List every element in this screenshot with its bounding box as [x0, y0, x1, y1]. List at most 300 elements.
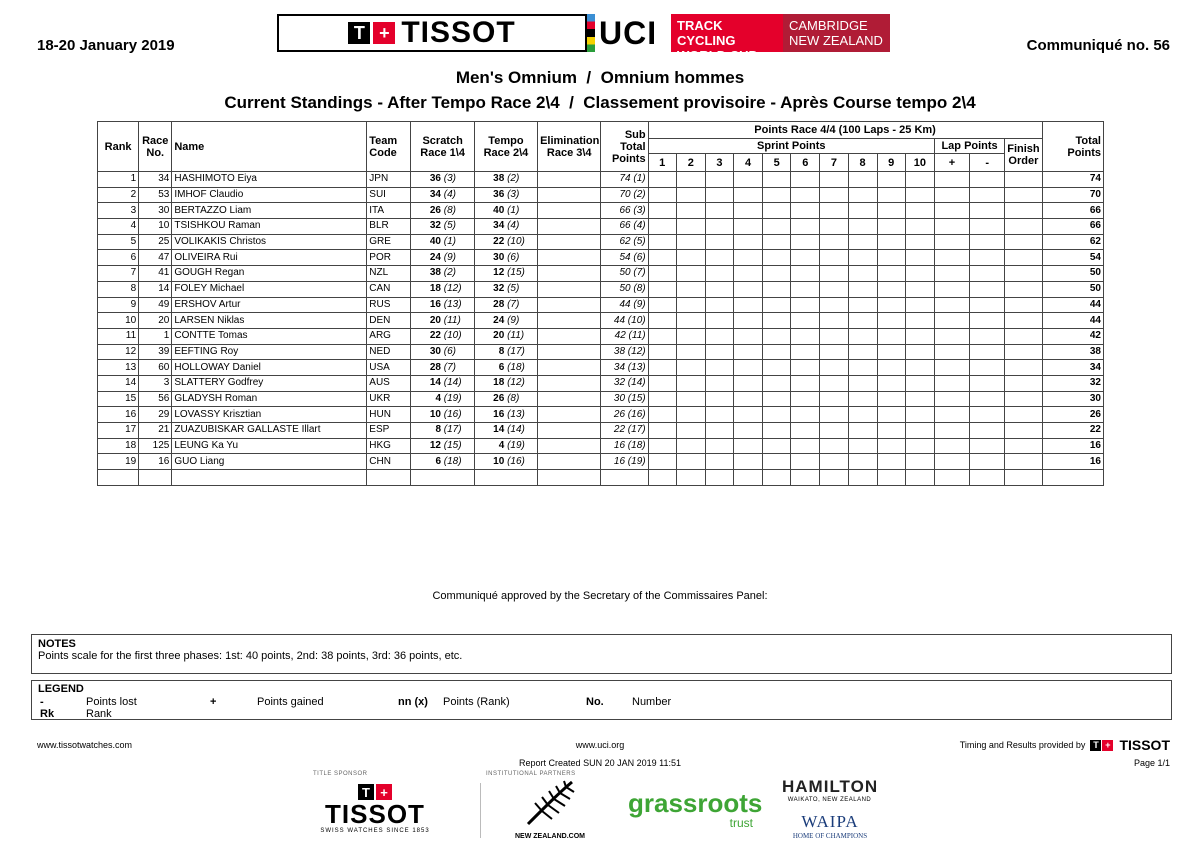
tempo-rank: (10)	[507, 236, 525, 248]
table-row	[98, 172, 1104, 188]
col-sub-total: Sub Total Points	[601, 122, 648, 172]
scratch-points: 36	[429, 173, 441, 185]
finish-order-cell	[1005, 313, 1042, 329]
page-subtitle: Current Standings - After Tempo Race 2\4 / Classement provisoire - Après Course tempo 2\4	[224, 93, 976, 112]
col-name: Name	[172, 122, 367, 172]
rank-cell: 5	[98, 234, 139, 250]
sprint-cell	[733, 391, 762, 407]
sprint-cell	[791, 438, 820, 454]
lap-plus-cell	[934, 281, 969, 297]
sprint-cell	[648, 438, 676, 454]
tempo-rank: (11)	[507, 330, 525, 342]
sprint-cell	[791, 234, 820, 250]
table-row	[98, 391, 1104, 407]
race-no-cell	[139, 470, 172, 486]
tissot-url[interactable]: www.tissotwatches.com	[37, 740, 133, 750]
sprint-cell	[676, 219, 705, 235]
sprint-cell	[877, 454, 905, 470]
sprint-cell	[763, 297, 791, 313]
lap-minus-cell	[970, 250, 1005, 266]
sprint-cell	[820, 360, 848, 376]
team-code-cell: HUN	[367, 407, 411, 423]
sprint-cell	[705, 391, 733, 407]
sprint-cell	[791, 454, 820, 470]
sprint-cell	[705, 219, 733, 235]
total-points-cell: 16	[1042, 438, 1103, 454]
sprint-cell	[676, 470, 705, 486]
scratch-points: 10	[429, 408, 441, 420]
sprint-cell	[791, 281, 820, 297]
sprint-cell	[648, 391, 676, 407]
sprint-cell	[676, 313, 705, 329]
tempo-rank: (16)	[507, 455, 525, 467]
lap-minus-cell	[970, 297, 1005, 313]
scratch-cell	[411, 250, 474, 266]
sprint-cell	[676, 203, 705, 219]
rider-name-cell: HASHIMOTO Eiya	[172, 172, 367, 188]
lap-minus-cell	[970, 407, 1005, 423]
sprint-cell	[733, 423, 762, 439]
tempo-points: 30	[493, 251, 505, 263]
elimination-cell	[538, 375, 601, 391]
sprint-cell	[905, 266, 934, 282]
elimination-cell	[538, 454, 601, 470]
sprint-cell	[763, 407, 791, 423]
sprint-cell	[877, 423, 905, 439]
elimination-cell	[538, 360, 601, 376]
rank-cell: 16	[98, 407, 139, 423]
finish-order-cell	[1005, 391, 1042, 407]
silver-fern-icon	[520, 778, 580, 828]
col-sprint-7: 7	[820, 154, 848, 172]
communique-number: Communiqué no. 56	[1026, 37, 1170, 54]
team-code-cell: ARG	[367, 328, 411, 344]
lap-plus-cell	[934, 234, 969, 250]
sub-total-cell: 26 (16)	[601, 407, 648, 423]
tempo-rank: (3)	[507, 189, 520, 201]
col-sprint-6: 6	[791, 154, 820, 172]
sprint-cell	[848, 454, 877, 470]
elimination-cell	[538, 250, 601, 266]
rider-name-cell: TSISHKOU Raman	[172, 219, 367, 235]
lap-plus-cell	[934, 313, 969, 329]
scratch-cell	[411, 360, 474, 376]
sprint-cell	[848, 266, 877, 282]
team-code-cell: ITA	[367, 203, 411, 219]
sprint-cell	[791, 219, 820, 235]
col-lap-points: Lap Points	[934, 139, 1004, 154]
sprint-cell	[648, 266, 676, 282]
sub-total-cell: 16 (18)	[601, 438, 648, 454]
sprint-cell	[648, 313, 676, 329]
sprint-cell	[676, 344, 705, 360]
sprint-cell	[763, 344, 791, 360]
tempo-points: 32	[493, 283, 505, 295]
sprint-cell	[848, 470, 877, 486]
elimination-cell	[538, 172, 601, 188]
rank-cell: 2	[98, 187, 139, 203]
scratch-points: 18	[429, 283, 441, 295]
sprint-cell	[791, 187, 820, 203]
lap-plus-cell	[934, 438, 969, 454]
sprint-cell	[705, 438, 733, 454]
rank-cell: 1	[98, 172, 139, 188]
scratch-cell	[411, 328, 474, 344]
tempo-rank: (19)	[507, 440, 525, 452]
sub-total-cell: 74 (1)	[601, 172, 648, 188]
sub-total-cell: 66 (4)	[601, 219, 648, 235]
table-row	[98, 344, 1104, 360]
notes-title: NOTES	[38, 638, 76, 650]
team-code-cell: ESP	[367, 423, 411, 439]
tempo-points: 24	[493, 314, 505, 326]
sprint-cell	[877, 470, 905, 486]
finish-order-cell	[1005, 187, 1042, 203]
race-no-cell: 29	[139, 407, 172, 423]
legend-symbol: No.	[586, 696, 604, 708]
race-no-cell: 47	[139, 250, 172, 266]
lap-plus-cell	[934, 360, 969, 376]
sprint-cell	[820, 391, 848, 407]
grassroots-logo: grassroots trust	[628, 788, 763, 830]
sprint-cell	[877, 187, 905, 203]
sprint-cell	[791, 344, 820, 360]
sprint-cell	[705, 266, 733, 282]
sprint-cell	[877, 172, 905, 188]
scratch-rank: (16)	[443, 408, 462, 420]
sprint-cell	[676, 234, 705, 250]
sprint-cell	[848, 438, 877, 454]
sprint-cell	[848, 203, 877, 219]
table-row	[98, 438, 1104, 454]
sprint-cell	[648, 172, 676, 188]
page-number: Page 1/1	[1133, 758, 1170, 768]
uci-url[interactable]: www.uci.org	[575, 740, 625, 750]
sprint-cell	[848, 187, 877, 203]
sprint-cell	[733, 250, 762, 266]
legend-title: LEGEND	[38, 683, 84, 695]
race-no-cell: 30	[139, 203, 172, 219]
legend-desc: Rank	[86, 708, 112, 720]
sprint-cell	[848, 313, 877, 329]
sprint-cell	[676, 266, 705, 282]
col-sprint-2: 2	[676, 154, 705, 172]
table-row	[98, 313, 1104, 329]
sprint-cell	[905, 438, 934, 454]
sprint-cell	[676, 423, 705, 439]
finish-order-cell	[1005, 172, 1042, 188]
sub-total-cell: 44 (10)	[601, 313, 648, 329]
elimination-cell	[538, 391, 601, 407]
finish-order-cell	[1005, 470, 1042, 486]
sprint-cell	[905, 313, 934, 329]
sprint-cell	[733, 454, 762, 470]
rider-name-cell: GUO Liang	[172, 454, 367, 470]
scratch-points: 26	[429, 204, 441, 216]
scratch-rank: (6)	[443, 345, 457, 357]
sprint-cell	[648, 297, 676, 313]
sprint-cell	[848, 219, 877, 235]
tempo-points: 16	[493, 408, 505, 420]
team-code-cell: CAN	[367, 281, 411, 297]
sprint-cell	[791, 297, 820, 313]
col-rank: Rank	[98, 122, 139, 172]
col-total: Total Points	[1042, 122, 1103, 172]
sprint-cell	[763, 438, 791, 454]
sprint-cell	[676, 407, 705, 423]
scratch-points: 12	[429, 440, 441, 452]
tempo-cell	[474, 234, 537, 250]
col-finish-order: Finish Order	[1005, 139, 1042, 172]
lap-minus-cell	[970, 344, 1005, 360]
sprint-cell	[820, 407, 848, 423]
scratch-rank: (1)	[443, 236, 457, 248]
table-row	[98, 375, 1104, 391]
sprint-cell	[877, 328, 905, 344]
col-sprint-10: 10	[905, 154, 934, 172]
standings-table	[97, 121, 1104, 486]
table-row	[98, 423, 1104, 439]
lap-plus-cell	[934, 328, 969, 344]
tempo-rank: (15)	[507, 267, 525, 279]
team-code-cell: JPN	[367, 172, 411, 188]
tempo-rank: (6)	[507, 251, 520, 263]
rank-cell: 15	[98, 391, 139, 407]
race-no-cell: 1	[139, 328, 172, 344]
finish-order-cell	[1005, 360, 1042, 376]
sprint-cell	[877, 313, 905, 329]
lap-plus-cell	[934, 454, 969, 470]
lap-minus-cell	[970, 391, 1005, 407]
sub-total-cell: 22 (17)	[601, 423, 648, 439]
tissot-cross-icon: T +	[1090, 740, 1113, 751]
lap-plus-cell	[934, 407, 969, 423]
sprint-cell	[648, 281, 676, 297]
sprint-cell	[763, 391, 791, 407]
sprint-cell	[877, 391, 905, 407]
col-sprint-1: 1	[648, 154, 676, 172]
table-row	[98, 250, 1104, 266]
total-points-cell: 74	[1042, 172, 1103, 188]
total-points-cell: 62	[1042, 234, 1103, 250]
scratch-rank: (12)	[443, 283, 462, 295]
rider-name-cell: LARSEN Niklas	[172, 313, 367, 329]
rider-name-cell: ERSHOV Artur	[172, 297, 367, 313]
scratch-rank: (18)	[443, 455, 462, 467]
scratch-cell	[411, 391, 474, 407]
tempo-cell	[474, 297, 537, 313]
rank-cell: 8	[98, 281, 139, 297]
total-points-cell: 66	[1042, 203, 1103, 219]
lap-plus-cell	[934, 344, 969, 360]
tempo-cell	[474, 250, 537, 266]
scratch-rank: (5)	[443, 220, 457, 232]
sprint-cell	[733, 344, 762, 360]
sprint-cell	[791, 407, 820, 423]
tempo-cell	[474, 454, 537, 470]
tempo-cell	[474, 266, 537, 282]
race-no-cell: 16	[139, 454, 172, 470]
elimination-cell	[538, 313, 601, 329]
total-points-cell: 44	[1042, 313, 1103, 329]
col-tempo: Tempo Race 2\4	[474, 122, 537, 172]
elimination-cell	[538, 297, 601, 313]
sprint-cell	[763, 281, 791, 297]
total-points-cell: 42	[1042, 328, 1103, 344]
sprint-cell	[733, 187, 762, 203]
scratch-points: 34	[429, 189, 441, 201]
sprint-cell	[820, 454, 848, 470]
sprint-cell	[848, 375, 877, 391]
sprint-cell	[705, 375, 733, 391]
sprint-cell	[733, 328, 762, 344]
scratch-cell	[411, 375, 474, 391]
sub-total-cell: 70 (2)	[601, 187, 648, 203]
rider-name-cell: LOVASSY Krisztian	[172, 407, 367, 423]
sprint-cell	[676, 328, 705, 344]
rank-cell: 6	[98, 250, 139, 266]
nz-logo: NEW ZEALAND.COM	[505, 778, 595, 840]
tempo-rank: (1)	[507, 204, 520, 216]
page-title: Men's Omnium / Omnium hommes	[455, 68, 745, 87]
tempo-points: 38	[493, 173, 505, 185]
rider-name-cell: LEUNG Ka Yu	[172, 438, 367, 454]
scratch-points: 16	[429, 298, 441, 310]
sprint-cell	[905, 328, 934, 344]
col-lap-minus: -	[970, 154, 1005, 172]
race-no-cell: 25	[139, 234, 172, 250]
sprint-cell	[676, 250, 705, 266]
sprint-cell	[877, 203, 905, 219]
rank-cell: 13	[98, 360, 139, 376]
lap-minus-cell	[970, 266, 1005, 282]
team-code-cell: HKG	[367, 438, 411, 454]
sprint-cell	[791, 423, 820, 439]
sprint-cell	[820, 423, 848, 439]
scratch-points: 6	[435, 455, 441, 467]
finish-order-cell	[1005, 234, 1042, 250]
lap-minus-cell	[970, 281, 1005, 297]
sprint-cell	[791, 250, 820, 266]
notes-text: Points scale for the first three phases: 1st: 40 points, 2nd: 38 points, 3rd: 36 points, etc.	[38, 650, 463, 662]
rank-cell: 17	[98, 423, 139, 439]
finish-order-cell	[1005, 423, 1042, 439]
sprint-cell	[763, 470, 791, 486]
scratch-cell	[411, 313, 474, 329]
scratch-cell	[411, 203, 474, 219]
sprint-cell	[791, 375, 820, 391]
rider-name-cell: GOUGH Regan	[172, 266, 367, 282]
scratch-cell	[411, 266, 474, 282]
sprint-cell	[820, 344, 848, 360]
scratch-points: 24	[429, 251, 441, 263]
scratch-cell	[411, 297, 474, 313]
tempo-cell	[474, 391, 537, 407]
legend-symbol: +	[210, 696, 217, 708]
elimination-cell	[538, 281, 601, 297]
tempo-points: 28	[493, 298, 505, 310]
elimination-cell	[538, 266, 601, 282]
table-row	[98, 470, 1104, 486]
scratch-rank: (3)	[443, 173, 457, 185]
tempo-cell	[474, 281, 537, 297]
sprint-cell	[905, 423, 934, 439]
total-points-cell	[1042, 470, 1103, 486]
scratch-points: 4	[435, 392, 441, 404]
sprint-cell	[733, 375, 762, 391]
tempo-points: 22	[493, 236, 505, 248]
tempo-points: 40	[493, 204, 505, 216]
scratch-cell	[411, 438, 474, 454]
sprint-cell	[877, 219, 905, 235]
event-date: 18-20 January 2019	[37, 37, 175, 54]
sprint-cell	[848, 281, 877, 297]
team-code-cell: RUS	[367, 297, 411, 313]
team-code-cell: BLR	[367, 219, 411, 235]
sprint-cell	[705, 423, 733, 439]
tissot-cross-icon: T +	[310, 784, 440, 800]
total-points-cell: 38	[1042, 344, 1103, 360]
rider-name-cell: EEFTING Roy	[172, 344, 367, 360]
finish-order-cell	[1005, 203, 1042, 219]
tempo-rank: (14)	[507, 424, 525, 436]
rider-name-cell: IMHOF Claudio	[172, 187, 367, 203]
lap-minus-cell	[970, 313, 1005, 329]
scratch-points: 32	[429, 220, 441, 232]
lap-plus-cell	[934, 423, 969, 439]
sub-total-cell: 16 (19)	[601, 454, 648, 470]
total-points-cell: 70	[1042, 187, 1103, 203]
scratch-cell	[411, 407, 474, 423]
sprint-cell	[791, 266, 820, 282]
tempo-rank: (18)	[507, 361, 525, 373]
sprint-cell	[763, 313, 791, 329]
sprint-cell	[848, 250, 877, 266]
sprint-cell	[648, 234, 676, 250]
finish-order-cell	[1005, 266, 1042, 282]
tempo-rank: (17)	[507, 345, 525, 357]
rank-cell: 12	[98, 344, 139, 360]
lap-minus-cell	[970, 470, 1005, 486]
scratch-rank: (19)	[443, 392, 462, 404]
timing-credit: Timing and Results provided by T + TISSOT	[959, 737, 1170, 753]
rank-cell: 9	[98, 297, 139, 313]
scratch-points: 30	[429, 345, 441, 357]
sprint-cell	[820, 470, 848, 486]
tempo-rank: (12)	[507, 377, 525, 389]
sprint-cell	[905, 375, 934, 391]
sprint-cell	[877, 344, 905, 360]
approval-text: Communiqué approved by the Secretary of the Commissaires Panel:	[432, 590, 768, 602]
elimination-cell	[538, 470, 601, 486]
lap-plus-cell	[934, 187, 969, 203]
race-no-cell: 20	[139, 313, 172, 329]
table-row	[98, 281, 1104, 297]
total-points-cell: 50	[1042, 281, 1103, 297]
table-row	[98, 234, 1104, 250]
scratch-points: 8	[435, 424, 441, 436]
col-lap-plus: +	[934, 154, 969, 172]
rank-cell: 14	[98, 375, 139, 391]
table-row	[98, 328, 1104, 344]
sprint-cell	[820, 266, 848, 282]
col-sprint-9: 9	[877, 154, 905, 172]
tempo-cell	[474, 187, 537, 203]
sprint-cell	[733, 281, 762, 297]
finish-order-cell	[1005, 297, 1042, 313]
lap-minus-cell	[970, 187, 1005, 203]
col-elimination: Elimination Race 3\4	[538, 122, 601, 172]
